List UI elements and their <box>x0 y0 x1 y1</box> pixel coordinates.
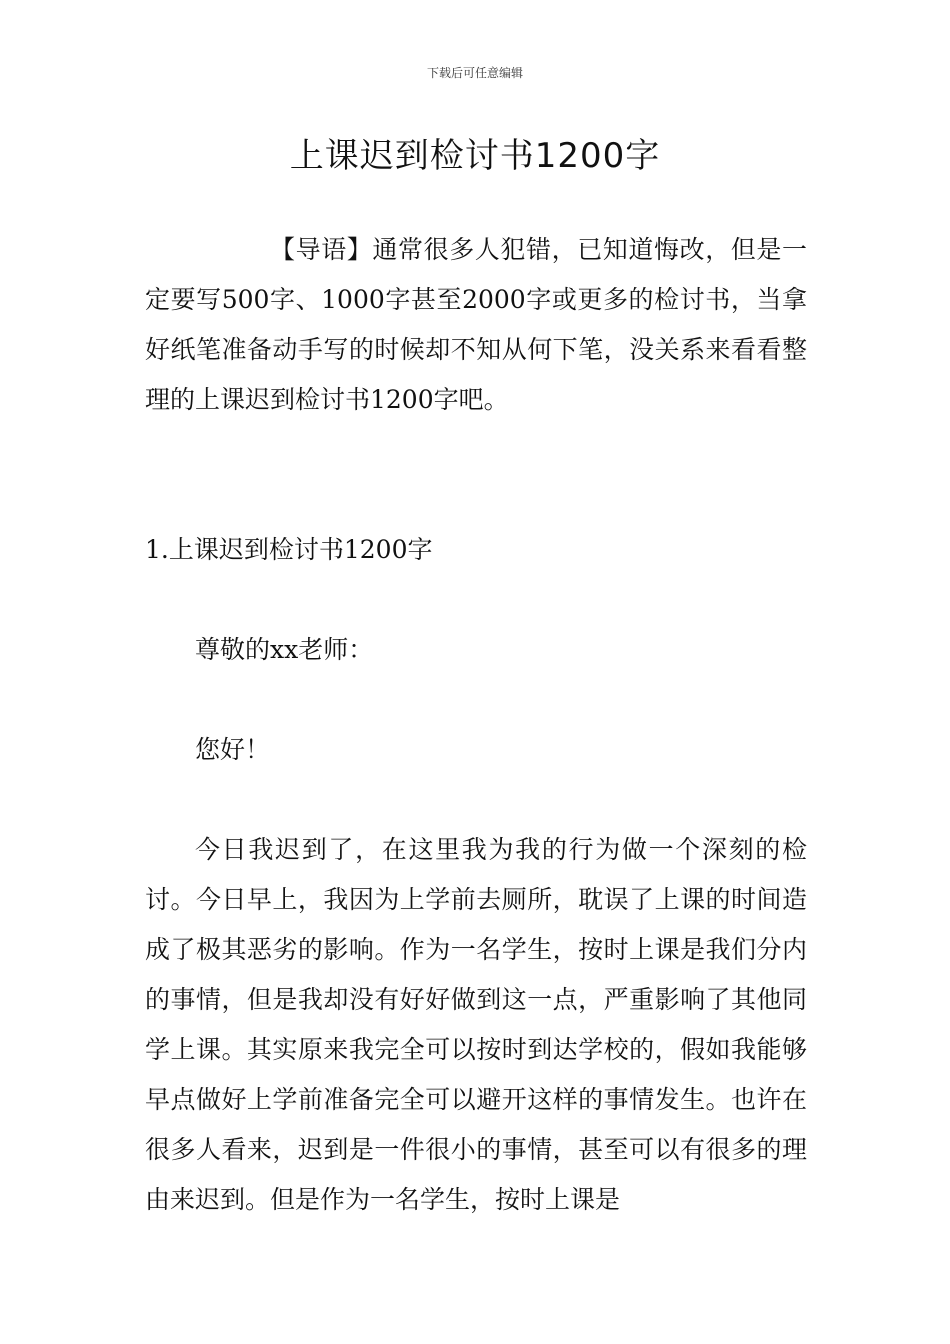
salutation: 尊敬的xx老师： <box>195 635 374 664</box>
spacer <box>145 675 807 725</box>
document-body <box>145 225 807 1225</box>
body-paragraph: 今日我迟到了，在这里我为我的行为做一个深刻的检讨。今日早上，我因为上学前去厕所，耽误了上课的时间造成了极其恶劣的影响。作为一名学生，按时上课是我们分内的事情，但是我却没有好好做到这一点，严重影响了其他同学上课。其实原来我完全可以按时到达学校的，假如我能够早点做好上学前准备完全可以避开这样的事情发生。也许在很多人看来，迟到是一件很小的事情，甚至可以有很多的理由来迟到。但是作为一名学生，按时上课是 <box>145 835 807 1214</box>
spacer <box>145 425 807 525</box>
section-heading: 1.上课迟到检讨书1200字 <box>145 535 433 564</box>
greeting: 您好！ <box>195 735 271 764</box>
spacer <box>145 575 807 625</box>
document-title: 上课迟到检讨书1200字 <box>289 136 661 176</box>
intro-paragraph: 【导语】通常很多人犯错，已知道悔改，但是一定要写500字、1000字甚至2000字或更多的检讨书，当拿好纸笔准备动手写的时候却不知从何下笔，没关系来看看整理的上课迟到检讨书1200字吧。 <box>145 235 807 414</box>
header-note: 下载后可任意编辑 <box>426 66 523 80</box>
spacer <box>145 775 807 825</box>
